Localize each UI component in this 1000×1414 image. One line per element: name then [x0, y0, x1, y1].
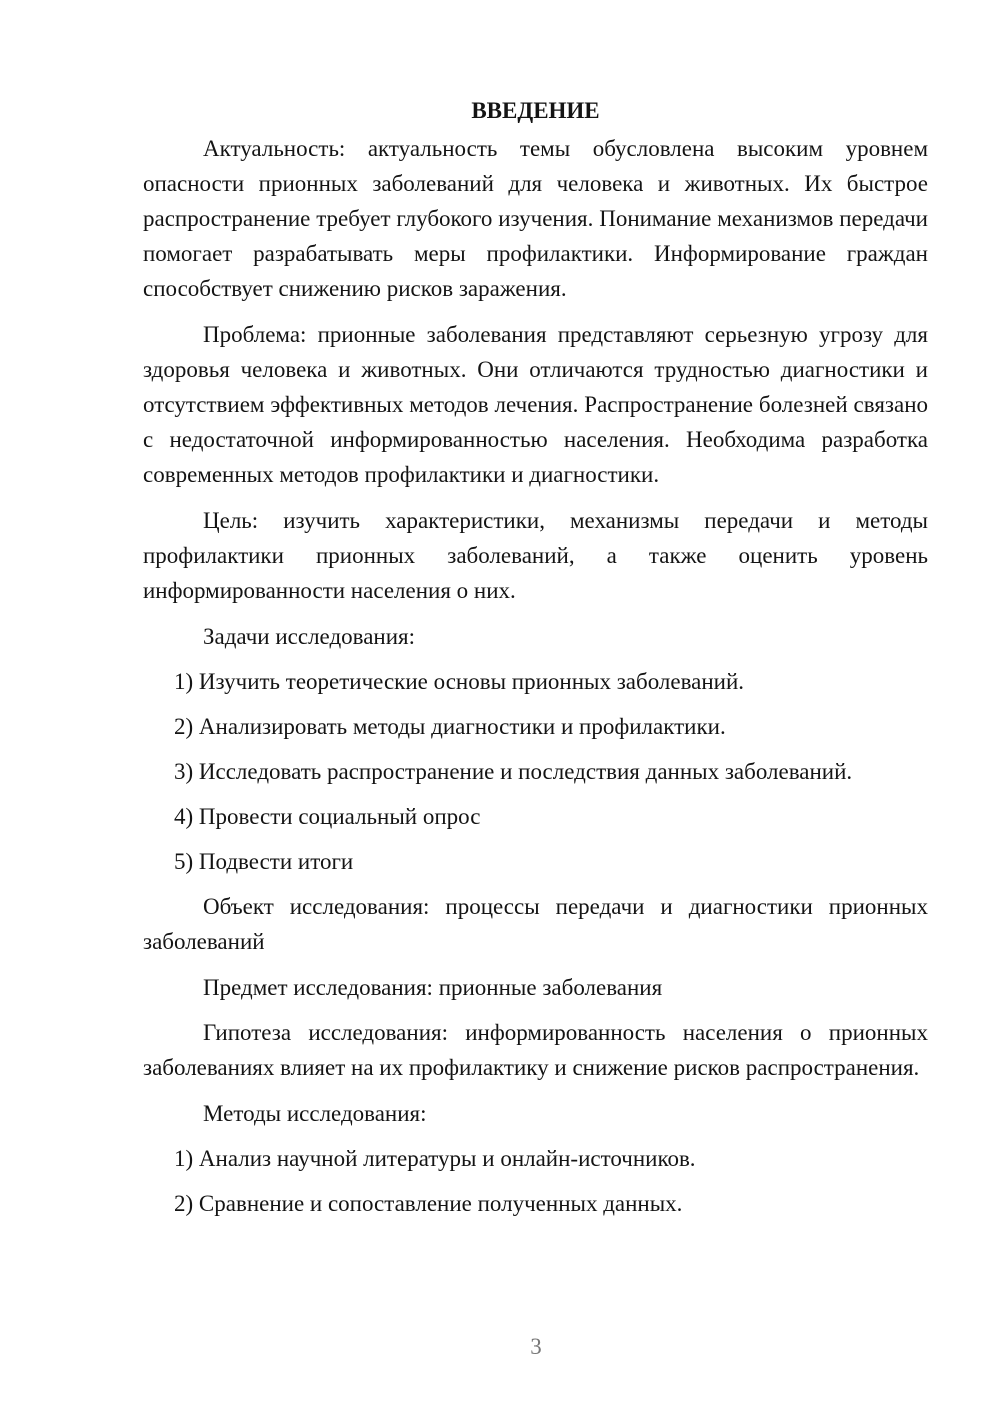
task-item-2: 2) Анализировать методы диагностики и профилактики.	[174, 714, 726, 739]
goal-paragraph: Цель: изучить характеристики, механизмы передачи и методы профилактики прионных заболеваний, а также оценить уровень информированности населения о них.	[143, 508, 928, 603]
task-item-1: 1) Изучить теоретические основы прионных заболеваний.	[174, 669, 745, 694]
subject-paragraph: Предмет исследования: прионные заболевания	[203, 975, 663, 1000]
page-number: 3	[530, 1334, 542, 1359]
page-content	[143, 93, 928, 1231]
task-item-3: 3) Исследовать распространение и последствия данных заболеваний.	[174, 759, 853, 784]
tasks-heading: Задачи исследования:	[203, 624, 416, 649]
task-item-5: 5) Подвести итоги	[174, 849, 354, 874]
object-paragraph: Объект исследования: процессы передачи и диагностики прионных заболеваний	[143, 894, 928, 954]
relevance-paragraph: Актуальность: актуальность темы обусловлена высоким уровнем опасности прионных заболеваний для человека и животных. Их быстрое распространение требует глубокого изучения. Понимание механизмов передачи помогает разрабатывать меры профилактики. Информирование граждан способствует снижению рисков заражения.	[143, 136, 928, 301]
method-item-2: 2) Сравнение и сопоставление полученных данных.	[174, 1191, 683, 1216]
hypothesis-paragraph: Гипотеза исследования: информированность населения о прионных заболеваниях влияет на их профилактику и снижение рисков распространения.	[143, 1020, 928, 1080]
task-item-4: 4) Провести социальный опрос	[174, 804, 481, 829]
methods-heading: Методы исследования:	[203, 1101, 427, 1126]
method-item-1: 1) Анализ научной литературы и онлайн-источников.	[174, 1146, 696, 1171]
problem-paragraph: Проблема: прионные заболевания представляют серьезную угрозу для здоровья человека и животных. Они отличаются трудностью диагностики и отсутствием эффективных методов лечения. Распространение болезней связано с недостаточной информированностью населения. Необходима разработка современных методов профилактики и диагностики.	[143, 322, 928, 487]
page-title: ВВЕДЕНИЕ	[471, 98, 600, 123]
